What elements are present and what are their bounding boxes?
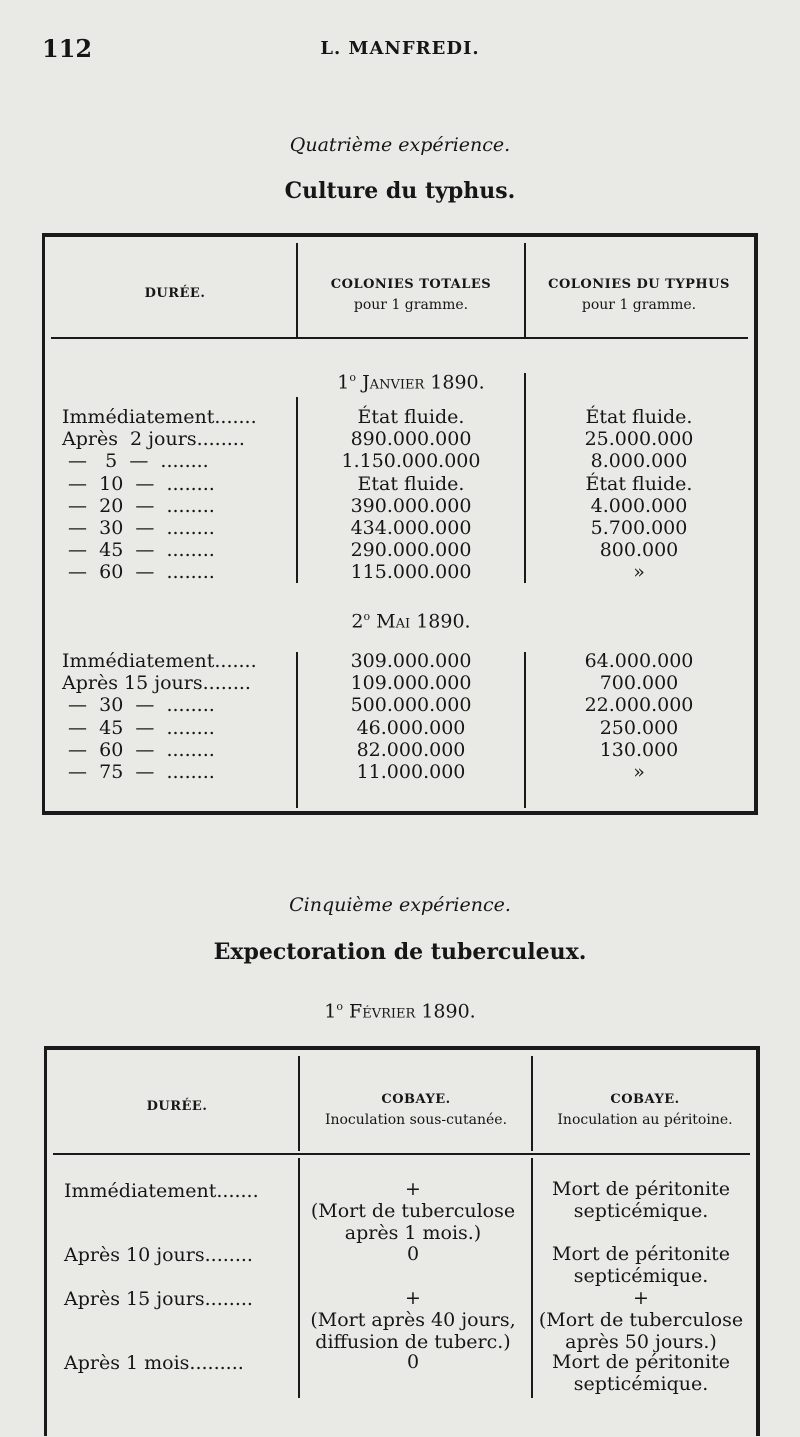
sous-cutanee-cell [300, 1287, 526, 1353]
duree-cell: Immédiatement....... [62, 650, 257, 672]
colonies-totales-cell: 109.000.000 [350, 672, 472, 695]
colonies-totales-cell: 11.000.000 [356, 761, 466, 783]
group1-date: 1$^o$ Janvier 1890. [337, 371, 485, 394]
sous-cutanee-cell [300, 1178, 526, 1244]
cell-line: + [405, 1287, 421, 1309]
table-row [0, 761, 800, 783]
colonies-totales-cell: 890.000.000 [350, 428, 472, 451]
col-divider [296, 243, 298, 337]
colonies-typhus-cell: 800.000 [599, 539, 679, 562]
duree-cell: — 60 — ........ [62, 561, 215, 584]
cell-line: après 1 mois.) [344, 1222, 482, 1244]
colonies-typhus-cell: 4.000.000 [590, 494, 688, 517]
colonies-totales-cell: 309.000.000 [350, 650, 472, 672]
colonies-typhus-cell: » [633, 761, 645, 783]
col-header-sous-cutanee: COBAYE. Inoculation sous-cutanée. [324, 1092, 508, 1128]
cell-line: diffusion de tuberc.) [315, 1331, 511, 1353]
colonies-typhus-cell: État fluide. [585, 406, 693, 428]
colonies-typhus-cell: 5.700.000 [590, 517, 688, 539]
duree-cell: Immédiatement....... [64, 1180, 259, 1202]
header-rule [51, 337, 748, 339]
colonies-totales-cell: 390.000.000 [350, 494, 472, 517]
duree-cell: — 5 — ........ [62, 450, 209, 473]
table-row [0, 517, 800, 539]
cell-line: (Mort de tuberculose [310, 1200, 516, 1222]
duree-cell: Après 10 jours........ [64, 1244, 253, 1266]
colonies-totales-cell: 46.000.000 [356, 716, 466, 739]
duree-cell: — 20 — ........ [62, 494, 215, 517]
cell-line: Mort de péritonite [552, 1243, 730, 1265]
duree-cell: Après 15 jours........ [64, 1288, 253, 1310]
duree-cell: — 45 — ........ [62, 716, 215, 739]
cell-line: après 50 jours.) [565, 1331, 717, 1353]
table-row [0, 539, 800, 561]
duree-cell: — 10 — ........ [62, 472, 215, 495]
cell-line: + [405, 1178, 421, 1200]
table-row [0, 739, 800, 761]
duree-cell: Après 2 jours........ [62, 428, 245, 451]
colonies-typhus-cell: 130.000 [599, 738, 679, 761]
cell-line: 0 [406, 1243, 420, 1265]
colonies-typhus-cell: 8.000.000 [590, 450, 688, 473]
sous-cutanee-cell [300, 1243, 526, 1265]
colonies-totales-cell: 434.000.000 [350, 517, 472, 539]
duree-cell: — 45 — ........ [62, 539, 215, 562]
header-rule [53, 1153, 750, 1155]
cell-line: 0 [406, 1351, 420, 1373]
col-divider [298, 1056, 300, 1151]
peritoine-cell [532, 1287, 750, 1353]
table-row [0, 561, 800, 583]
exp5-subtitle: Expectoration de tuberculeux. [213, 939, 587, 965]
group2-date: 2$^o$ Mai 1890. [351, 610, 471, 633]
colonies-totales-cell: Etat fluide. [357, 472, 465, 495]
col-header-duree: DURÉE. [144, 286, 206, 301]
colonies-typhus-cell: 700.000 [599, 672, 679, 695]
table-row [0, 694, 800, 716]
exp5-title: Cinquième expérience. [289, 894, 511, 916]
table-row [0, 406, 800, 428]
duree-cell: — 75 — ........ [62, 761, 215, 783]
page-header [40, 30, 760, 70]
peritoine-cell [532, 1351, 750, 1395]
table-row [0, 450, 800, 472]
table-row [0, 428, 800, 450]
cell-line: (Mort après 40 jours, [310, 1309, 516, 1331]
exp4-title: Quatrième expérience. [289, 134, 511, 156]
duree-cell: Immédiatement....... [62, 406, 257, 428]
colonies-totales-cell: 115.000.000 [350, 561, 472, 584]
colonies-typhus-cell: 22.000.000 [584, 694, 694, 717]
colonies-typhus-cell: État fluide. [585, 472, 693, 495]
exp4-subtitle: Culture du typhus. [284, 178, 516, 204]
running-head-author: L. MANFREDI. [320, 38, 480, 59]
col-divider [531, 1056, 533, 1151]
exp5-date: 1$^o$ Février 1890. [324, 1000, 476, 1023]
page-number: 112 [42, 34, 93, 63]
duree-cell: — 60 — ........ [62, 738, 215, 761]
colonies-totales-cell: 500.000.000 [350, 694, 472, 717]
table-row [0, 717, 800, 739]
peritoine-cell [532, 1243, 750, 1287]
col-header-typhus: COLONIES DU TYPHUS pour 1 gramme. [548, 277, 730, 313]
cell-line: septicémique. [573, 1200, 709, 1222]
table-row [0, 473, 800, 495]
colonies-typhus-cell: » [633, 561, 645, 584]
col-header-totales: COLONIES TOTALES pour 1 gramme. [330, 277, 492, 313]
duree-cell: — 30 — ........ [62, 694, 215, 717]
colonies-totales-cell: 82.000.000 [356, 738, 466, 761]
table-row [0, 495, 800, 517]
colonies-totales-cell: 290.000.000 [350, 539, 472, 562]
cell-line: septicémique. [573, 1265, 709, 1287]
peritoine-cell [532, 1178, 750, 1222]
duree-cell: Après 15 jours........ [62, 672, 251, 695]
duree-cell: — 30 — ........ [62, 517, 215, 539]
table-row [0, 650, 800, 672]
colonies-totales-cell: 1.150.000.000 [341, 450, 481, 473]
cell-line: Mort de péritonite [552, 1178, 730, 1200]
cell-line: Mort de péritonite [552, 1351, 730, 1373]
col-header-duree: DURÉE. [146, 1099, 208, 1114]
table-row [0, 672, 800, 694]
colonies-typhus-cell: 25.000.000 [584, 428, 694, 451]
sous-cutanee-cell [300, 1351, 526, 1373]
colonies-typhus-cell: 64.000.000 [584, 650, 694, 672]
colonies-totales-cell: État fluide. [357, 406, 465, 428]
col-header-peritoine: COBAYE. Inoculation au péritoine. [557, 1092, 733, 1128]
colonies-typhus-cell: 250.000 [599, 716, 679, 739]
col-divider [524, 243, 526, 337]
cell-line: + [633, 1287, 649, 1309]
cell-line: septicémique. [573, 1373, 709, 1395]
duree-cell: Après 1 mois......... [64, 1352, 244, 1374]
cell-line: (Mort de tuberculose [538, 1309, 744, 1331]
